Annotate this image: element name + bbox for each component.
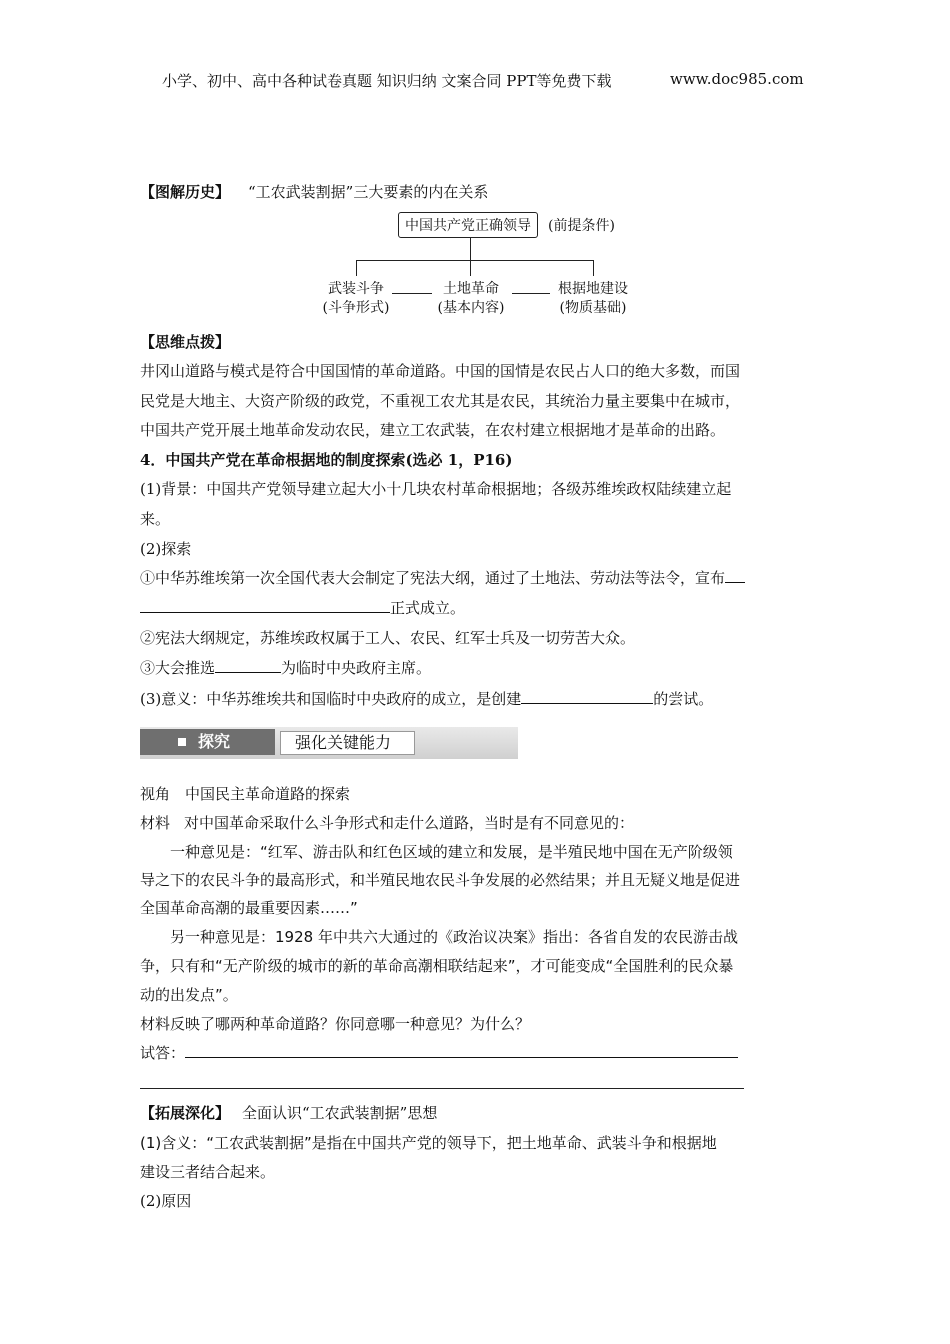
thinking-line: 中国共产党开展土地革命发动农民，建立工农武装，在农村建立根据地才是革命的出路。 [140,421,726,439]
square-bullet-icon [178,738,186,746]
extension-heading [140,1102,437,1123]
material-para: 一种意见是：“红军、游击队和红色区域的建立和发展，是半殖民地中国在无产阶级领 [170,843,733,861]
answer-label: 试答： [140,1044,186,1062]
material-text: 对中国革命采取什么斗争形式和走什么道路，当时是有不同意见的： [184,814,635,832]
extension-meaning: (1)含义：“工农武装割据”是指在中国共产党的领导下，把土地革命、武装斗争和根据地 [140,1134,717,1152]
diagram-connector [392,293,432,294]
diagram-node-label: 武装斗争 [328,281,384,297]
header-site: www.doc985.com [670,70,804,88]
banner-light-text: 强化关键能力 [295,733,392,752]
answer-line[interactable] [140,1088,744,1089]
item3-text: ③大会推选 [140,659,216,677]
material-para: 导之下的农民斗争的最高形式，和半殖民地农民斗争发展的必然结果；并且无疑义地是促进 [140,871,741,889]
thinking-line: 井冈山道路与模式是符合中国国情的革命道路。中国的国情是农民占人口的绝大多数，而国 [140,362,741,380]
diagram-heading [140,181,488,202]
extension-meaning: 建设三者结合起来。 [140,1163,276,1181]
section4-item1-cont [140,597,465,618]
diagram-connector [470,238,471,260]
inquiry-question: 材料反映了哪两种革命道路？你同意哪一种意见？为什么？ [140,1015,531,1033]
meaning-text: (3)意义：中华苏维埃共和国临时中央政府的成立，是创建 [140,690,522,708]
section4-heading: 4．中国共产党在革命根据地的制度探索(选必 1，P16) [140,451,513,469]
diagram-node-sub: (物质基础) [559,300,627,316]
section4-item2: ②宪法大纲规定，苏维埃政权属于工人、农民、红军士兵及一切劳苦大众。 [140,629,636,647]
diagram-node-label: 根据地建设 [558,281,628,297]
item3-text: 为临时中央政府主席。 [281,659,432,677]
material-label: 材料 [140,814,171,832]
section4-background: (1)背景：中国共产党领导建立起大小十几块农村革命根据地；各级苏维埃政权陆续建立起 [140,480,732,498]
diagram-top-box: 中国共产党正确领导 [398,212,538,238]
inquiry-angle: 视角 中国民主革命道路的探索 [140,785,351,803]
material-para: 另一种意见是：1928 年中共六大通过的《政治议决案》指出：各省自发的农民游击战 [170,928,738,946]
diagram-top-note: (前提条件) [548,218,615,234]
diagram-connector [512,293,550,294]
inquiry-material [140,812,634,833]
thinking-line: 民党是大地主、大资产阶级的政党，不重视工农尤其是农民，其统治力量主要集中在城市， [140,392,741,410]
diagram-connector [356,260,593,261]
extension-tag: 【拓展深化】 [140,1104,231,1122]
fill-blank[interactable] [215,657,281,673]
banner-light-label [280,731,415,755]
section4-item1 [140,567,745,588]
fill-blank[interactable] [140,597,390,613]
header-text: 小学、初中、高中各种试卷真题 知识归纳 文案合同 PPT等免费下载 [162,72,612,90]
meaning-text: 的尝试。 [653,690,714,708]
diagram-node-sub: (基本内容) [437,300,505,316]
section4-explore-title: (2)探索 [140,540,192,558]
thinking-tag: 【思维点拨】 [140,333,231,351]
diagram-connector [356,260,357,276]
section4-meaning [140,688,713,709]
fill-blank[interactable] [521,688,653,704]
diagram-tag: 【图解历史】 [140,183,231,201]
extension-title: 全面认识“工农武装割据”思想 [242,1104,438,1122]
diagram-connector [470,260,471,276]
answer-row [140,1042,738,1063]
section4-item3 [140,657,431,678]
fill-blank[interactable] [725,567,745,583]
diagram-title: “工农武装割据”三大要素的内在关系 [248,183,489,201]
material-para: 全国革命高潮的最重要因素……” [140,899,358,917]
diagram-node-label: 土地革命 [443,281,499,297]
material-para: 争，只有和“无产阶级的城市的新的革命高潮相联结起来”，才可能变成“全国胜利的民众暴 [140,957,734,975]
item1-text: 正式成立。 [390,599,466,617]
banner-dark-label [140,729,275,755]
answer-line[interactable] [185,1042,738,1058]
section4-background: 来。 [140,510,171,528]
banner-dark-text: 探究 [198,732,231,751]
item1-text: ①中华苏维埃第一次全国代表大会制定了宪法大纲，通过了土地法、劳动法等法令，宣布 [140,569,726,587]
diagram-node-sub: (斗争形式) [322,300,390,316]
extension-reason: (2)原因 [140,1192,192,1210]
material-para: 动的出发点”。 [140,986,238,1004]
diagram-connector [593,260,594,276]
